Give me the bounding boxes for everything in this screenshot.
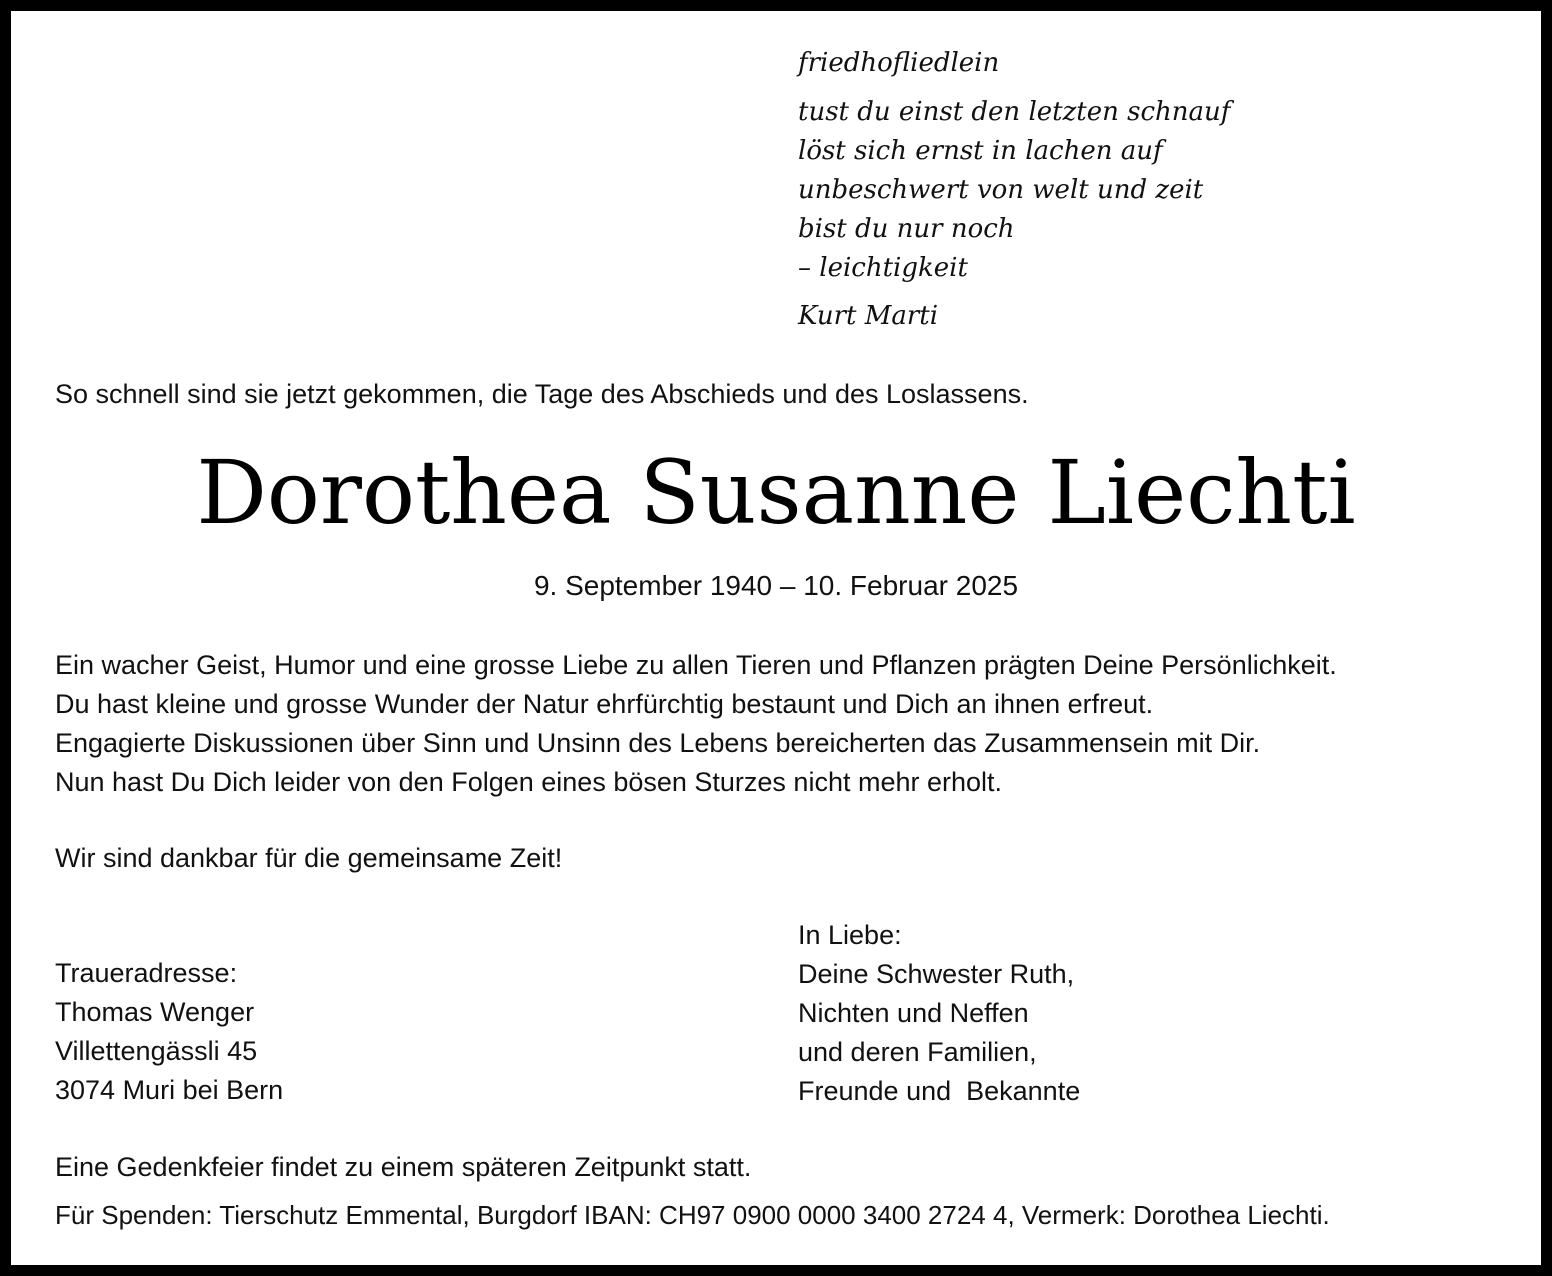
intro-text: So schnell sind sie jetzt gekommen, die Tage des Abschieds und des Loslassens. [55,379,1029,409]
donations-notice: Für Spenden: Tierschutz Emmental, Burgdorf IBAN: CH97 0900 0000 3400 2724 4, Vermerk: Dorothea Liechti. [55,1200,1330,1230]
poem-line: unbeschwert von welt und zeit [798,175,1204,205]
poem-author: Kurt Marti [798,301,939,331]
mourning-address-name: Thomas Wenger [55,997,255,1027]
tribute-line: Ein wacher Geist, Humor und eine grosse Liebe zu allen Tieren und Pflanzen prägten Deine Persönlichkeit. [55,650,1337,680]
mourning-address [55,954,283,1110]
poem-title: friedhofliedlein [798,48,1000,78]
poem-line: bist du nur noch [798,214,1015,244]
tribute-line: Du hast kleine und grosse Wunder der Natur ehrfürchtig bestaunt und Dich an ihnen erfreut. [55,689,1154,719]
mourning-address-street: Villettengässli 45 [55,1036,258,1066]
mourning-address-city: 3074 Muri bei Bern [55,1075,284,1105]
poem-line: – leichtigkeit [798,253,968,283]
family-line: Deine Schwester Ruth, [798,959,1075,989]
family-line: Freunde und Bekannte [798,1076,1081,1106]
poem-verse [798,93,1230,288]
memorial-notice: Eine Gedenkfeier findet zu einem späteren Zeitpunkt statt. [55,1152,752,1182]
gratitude-text: Wir sind dankbar für die gemeinsame Zeit! [55,843,563,873]
family-signature [798,916,1080,1111]
family-label: In Liebe: [798,920,902,950]
family-line: und deren Familien, [798,1037,1037,1067]
poem-line: tust du einst den letzten schnauf [798,97,1231,127]
life-dates: 9. September 1940 – 10. Februar 2025 [533,570,1019,601]
poem-line: löst sich ernst in lachen auf [798,136,1163,166]
tribute-line: Nun hast Du Dich leider von den Folgen eines bösen Sturzes nicht mehr erholt. [55,767,1003,797]
tribute-paragraph [55,646,1337,802]
mourning-address-label: Traueradresse: [55,958,238,988]
deceased-name: Dorothea Susanne Liechti [196,441,1356,544]
family-line: Nichten und Neffen [798,998,1029,1028]
tribute-line: Engagierte Diskussionen über Sinn und Unsinn des Lebens bereicherten das Zusammensein mit Dir. [55,728,1261,758]
